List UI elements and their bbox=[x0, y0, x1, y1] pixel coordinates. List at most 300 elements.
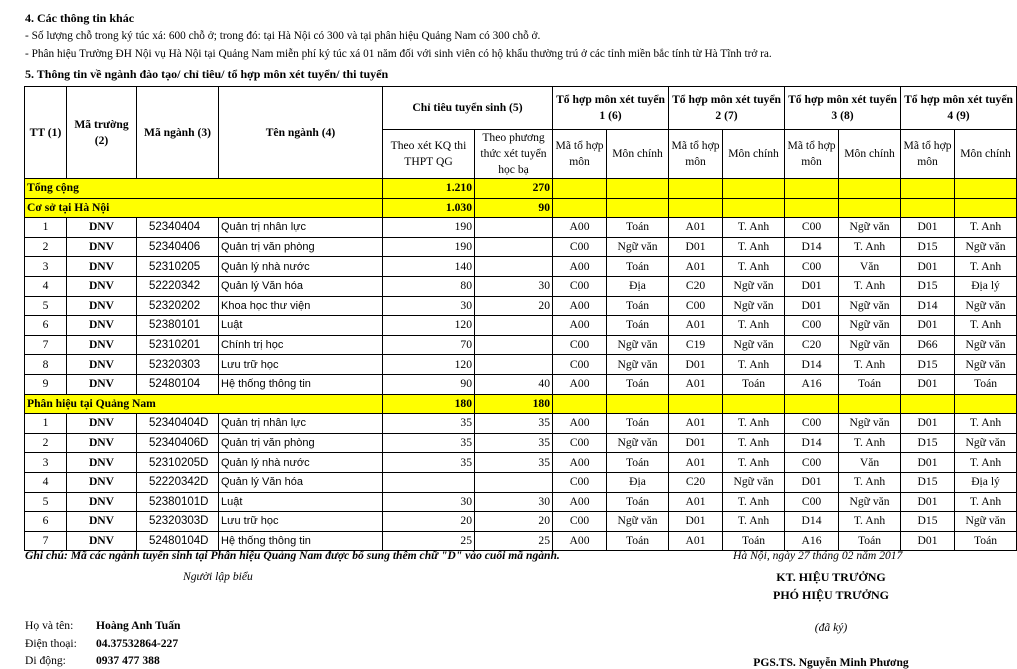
cell-mon-chinh-3: T. Anh bbox=[839, 237, 901, 257]
cell-ma-to-hop-3: C00 bbox=[785, 414, 839, 434]
cell-ma-nganh: 52340404 bbox=[137, 218, 219, 238]
cell-mon-chinh-1: Ngữ văn bbox=[607, 335, 669, 355]
cell-hoc-ba bbox=[475, 355, 553, 375]
cell-ma-to-hop-2: A01 bbox=[669, 531, 723, 551]
cell-ten-nganh: Quản trị nhân lực bbox=[219, 414, 383, 434]
cell-thpt: 30 bbox=[383, 296, 475, 316]
cell-hoc-ba: 35 bbox=[475, 433, 553, 453]
cell-mon-chinh-1: Toán bbox=[607, 492, 669, 512]
cell-mon-chinh-3: Toán bbox=[839, 531, 901, 551]
cell-ma-to-hop-4: D01 bbox=[901, 218, 955, 238]
cell-ma-truong: DNV bbox=[67, 296, 137, 316]
table-row bbox=[25, 414, 1017, 434]
cell-ma-to-hop-2: D01 bbox=[669, 355, 723, 375]
cell-mon-chinh-4: Địa lý bbox=[955, 472, 1017, 492]
table-row bbox=[25, 335, 1017, 355]
group-row bbox=[25, 198, 1017, 218]
table-row bbox=[25, 276, 1017, 296]
table-row bbox=[25, 237, 1017, 257]
group-hoc-ba: 180 bbox=[475, 394, 553, 414]
cell-ma-to-hop-4: D15 bbox=[901, 512, 955, 532]
cell-ma-truong: DNV bbox=[67, 355, 137, 375]
sign-title-1: KT. HIỆU TRƯỞNG bbox=[776, 570, 886, 584]
empty-cell bbox=[723, 198, 785, 218]
cell-hoc-ba: 35 bbox=[475, 453, 553, 473]
cell-mon-chinh-1: Ngữ văn bbox=[607, 433, 669, 453]
cell-ma-nganh: 52340406 bbox=[137, 237, 219, 257]
cell-tt: 8 bbox=[25, 355, 67, 375]
cell-ma-truong: DNV bbox=[67, 374, 137, 394]
cell-ma-truong: DNV bbox=[67, 414, 137, 434]
cell-ma-truong: DNV bbox=[67, 433, 137, 453]
cell-ma-truong: DNV bbox=[67, 276, 137, 296]
cell-mon-chinh-1: Địa bbox=[607, 472, 669, 492]
cell-tt: 7 bbox=[25, 335, 67, 355]
cell-hoc-ba: 40 bbox=[475, 374, 553, 394]
cell-ma-to-hop-4: D01 bbox=[901, 374, 955, 394]
cell-ma-to-hop-3: D14 bbox=[785, 433, 839, 453]
empty-cell bbox=[901, 394, 955, 414]
cell-thpt: 30 bbox=[383, 492, 475, 512]
cell-thpt: 190 bbox=[383, 218, 475, 238]
cell-ma-to-hop-4: D15 bbox=[901, 276, 955, 296]
group-thpt: 1.030 bbox=[383, 198, 475, 218]
cell-ma-to-hop-4: D01 bbox=[901, 316, 955, 336]
header-ma-to-hop: Mã tổ hợp môn bbox=[901, 130, 955, 179]
header-mon-chinh: Môn chính bbox=[723, 130, 785, 179]
cell-ma-truong: DNV bbox=[67, 472, 137, 492]
cell-thpt: 140 bbox=[383, 257, 475, 277]
cell-hoc-ba bbox=[475, 472, 553, 492]
cell-tt: 4 bbox=[25, 276, 67, 296]
cell-mon-chinh-3: Ngữ văn bbox=[839, 296, 901, 316]
section-4-title: 4. Các thông tin khác bbox=[25, 11, 135, 25]
total-label: Tổng cộng bbox=[25, 179, 383, 199]
table-row bbox=[25, 296, 1017, 316]
cell-ma-to-hop-1: A00 bbox=[553, 257, 607, 277]
table-row bbox=[25, 472, 1017, 492]
cell-ma-nganh: 52320303D bbox=[137, 512, 219, 532]
cell-thpt: 35 bbox=[383, 433, 475, 453]
cell-ten-nganh: Chính trị học bbox=[219, 335, 383, 355]
cell-hoc-ba bbox=[475, 335, 553, 355]
cell-mon-chinh-3: Ngữ văn bbox=[839, 335, 901, 355]
cell-ma-to-hop-4: D01 bbox=[901, 531, 955, 551]
cell-hoc-ba bbox=[475, 257, 553, 277]
cell-ten-nganh: Luật bbox=[219, 316, 383, 336]
cell-tt: 4 bbox=[25, 472, 67, 492]
cell-tt: 5 bbox=[25, 296, 67, 316]
header-ma-to-hop: Mã tổ hợp môn bbox=[785, 130, 839, 179]
cell-ma-to-hop-3: D01 bbox=[785, 472, 839, 492]
cell-ten-nganh: Quản lý nhà nước bbox=[219, 257, 383, 277]
cell-mon-chinh-2: T. Anh bbox=[723, 218, 785, 238]
cell-ma-to-hop-1: A00 bbox=[553, 296, 607, 316]
mobile-label: Di động: bbox=[25, 654, 66, 667]
name-value: Hoàng Anh Tuấn bbox=[96, 619, 181, 632]
cell-ten-nganh: Quản lý nhà nước bbox=[219, 453, 383, 473]
footer-note: Ghi chú: Mã các ngành tuyển sinh tại Phân hiệu Quảng Nam được bổ sung thêm chữ "D" vào cuối mã ngành. bbox=[25, 549, 560, 562]
cell-mon-chinh-2: T. Anh bbox=[723, 512, 785, 532]
cell-tt: 9 bbox=[25, 374, 67, 394]
cell-mon-chinh-2: T. Anh bbox=[723, 257, 785, 277]
header-to-hop-1: Tổ hợp môn xét tuyển 1 (6) bbox=[553, 87, 669, 130]
signer-name: PGS.TS. Nguyễn Minh Phương bbox=[753, 656, 909, 669]
cell-ma-to-hop-3: D01 bbox=[785, 276, 839, 296]
empty-cell bbox=[553, 394, 607, 414]
cell-ten-nganh: Lưu trữ học bbox=[219, 355, 383, 375]
cell-mon-chinh-1: Toán bbox=[607, 218, 669, 238]
cell-ma-to-hop-1: A00 bbox=[553, 414, 607, 434]
cell-mon-chinh-1: Toán bbox=[607, 296, 669, 316]
header-chi-tieu: Chỉ tiêu tuyển sinh (5) bbox=[383, 87, 553, 130]
cell-ma-to-hop-1: A00 bbox=[553, 453, 607, 473]
cell-ma-nganh: 52480104D bbox=[137, 531, 219, 551]
cell-mon-chinh-2: T. Anh bbox=[723, 453, 785, 473]
table-row bbox=[25, 453, 1017, 473]
cell-hoc-ba: 35 bbox=[475, 414, 553, 434]
cell-ma-to-hop-3: D14 bbox=[785, 512, 839, 532]
header-ten-nganh: Tên ngành (4) bbox=[219, 87, 383, 179]
cell-mon-chinh-2: Ngữ văn bbox=[723, 472, 785, 492]
cell-mon-chinh-3: T. Anh bbox=[839, 276, 901, 296]
table-row bbox=[25, 218, 1017, 238]
cell-mon-chinh-1: Ngữ văn bbox=[607, 355, 669, 375]
cell-ma-nganh: 52220342 bbox=[137, 276, 219, 296]
cell-thpt: 80 bbox=[383, 276, 475, 296]
group-row bbox=[25, 394, 1017, 414]
empty-cell bbox=[607, 198, 669, 218]
cell-ma-to-hop-3: C00 bbox=[785, 218, 839, 238]
cell-mon-chinh-1: Ngữ văn bbox=[607, 512, 669, 532]
cell-ma-to-hop-4: D15 bbox=[901, 472, 955, 492]
cell-ma-truong: DNV bbox=[67, 237, 137, 257]
cell-mon-chinh-1: Toán bbox=[607, 374, 669, 394]
header-theo-thpt: Theo xét KQ thi THPT QG bbox=[383, 130, 475, 179]
cell-ma-to-hop-3: D14 bbox=[785, 355, 839, 375]
cell-ma-to-hop-3: C00 bbox=[785, 316, 839, 336]
cell-ma-to-hop-4: D15 bbox=[901, 433, 955, 453]
cell-mon-chinh-3: Văn bbox=[839, 257, 901, 277]
cell-ma-to-hop-2: A01 bbox=[669, 218, 723, 238]
cell-ma-truong: DNV bbox=[67, 335, 137, 355]
cell-mon-chinh-3: Ngữ văn bbox=[839, 414, 901, 434]
cell-thpt: 190 bbox=[383, 237, 475, 257]
cell-thpt: 90 bbox=[383, 374, 475, 394]
cell-mon-chinh-3: T. Anh bbox=[839, 512, 901, 532]
cell-ma-to-hop-3: D01 bbox=[785, 296, 839, 316]
cell-hoc-ba: 20 bbox=[475, 296, 553, 316]
cell-ma-to-hop-4: D01 bbox=[901, 257, 955, 277]
cell-mon-chinh-3: Văn bbox=[839, 453, 901, 473]
table-row bbox=[25, 355, 1017, 375]
cell-ma-to-hop-2: D01 bbox=[669, 237, 723, 257]
header-ma-to-hop: Mã tổ hợp môn bbox=[553, 130, 607, 179]
cell-mon-chinh-1: Địa bbox=[607, 276, 669, 296]
cell-mon-chinh-2: T. Anh bbox=[723, 237, 785, 257]
cell-ma-to-hop-3: D14 bbox=[785, 237, 839, 257]
total-thpt: 1.210 bbox=[383, 179, 475, 199]
mobile-value: 0937 477 388 bbox=[96, 654, 160, 667]
cell-ten-nganh: Quản trị nhân lực bbox=[219, 218, 383, 238]
cell-ma-to-hop-3: A16 bbox=[785, 374, 839, 394]
cell-ten-nganh: Quản trị văn phòng bbox=[219, 433, 383, 453]
cell-thpt: 35 bbox=[383, 453, 475, 473]
empty-cell bbox=[785, 394, 839, 414]
header-ma-truong: Mã trường (2) bbox=[67, 87, 137, 179]
sign-title-2: PHÓ HIỆU TRƯỞNG bbox=[772, 588, 889, 602]
cell-ma-to-hop-1: C00 bbox=[553, 472, 607, 492]
cell-ma-nganh: 52310205 bbox=[137, 257, 219, 277]
cell-ma-to-hop-4: D15 bbox=[901, 355, 955, 375]
cell-ma-to-hop-4: D15 bbox=[901, 237, 955, 257]
cell-ma-to-hop-2: A01 bbox=[669, 492, 723, 512]
cell-thpt: 120 bbox=[383, 355, 475, 375]
cell-mon-chinh-2: Ngữ văn bbox=[723, 335, 785, 355]
cell-ma-to-hop-2: C20 bbox=[669, 472, 723, 492]
cell-ma-to-hop-4: D66 bbox=[901, 335, 955, 355]
cell-mon-chinh-1: Toán bbox=[607, 453, 669, 473]
cell-ma-nganh: 52380101D bbox=[137, 492, 219, 512]
cell-ma-to-hop-4: D01 bbox=[901, 453, 955, 473]
cell-mon-chinh-4: Ngữ văn bbox=[955, 433, 1017, 453]
cell-ma-to-hop-2: A01 bbox=[669, 257, 723, 277]
cell-ma-to-hop-2: D01 bbox=[669, 512, 723, 532]
cell-mon-chinh-2: T. Anh bbox=[723, 355, 785, 375]
cell-tt: 5 bbox=[25, 492, 67, 512]
cell-mon-chinh-4: T. Anh bbox=[955, 218, 1017, 238]
cell-ma-to-hop-4: D14 bbox=[901, 296, 955, 316]
cell-ten-nganh: Quản lý Văn hóa bbox=[219, 276, 383, 296]
cell-ma-to-hop-1: A00 bbox=[553, 531, 607, 551]
cell-mon-chinh-4: Ngữ văn bbox=[955, 512, 1017, 532]
cell-hoc-ba: 20 bbox=[475, 512, 553, 532]
header-mon-chinh: Môn chính bbox=[839, 130, 901, 179]
cell-mon-chinh-2: T. Anh bbox=[723, 414, 785, 434]
cell-ten-nganh: Quản trị văn phòng bbox=[219, 237, 383, 257]
cell-tt: 1 bbox=[25, 218, 67, 238]
cell-thpt: 120 bbox=[383, 316, 475, 336]
table-row bbox=[25, 433, 1017, 453]
cell-hoc-ba bbox=[475, 218, 553, 238]
cell-tt: 2 bbox=[25, 433, 67, 453]
cell-ma-truong: DNV bbox=[67, 512, 137, 532]
header-theo-hoc-ba: Theo phương thức xét tuyển học bạ bbox=[475, 130, 553, 179]
cell-tt: 6 bbox=[25, 316, 67, 336]
preparer-title: Người lập biểu bbox=[183, 570, 253, 583]
cell-mon-chinh-2: Ngữ văn bbox=[723, 276, 785, 296]
cell-thpt: 20 bbox=[383, 512, 475, 532]
header-to-hop-3: Tổ hợp môn xét tuyển 3 (8) bbox=[785, 87, 901, 130]
section-4-line-2: - Phân hiệu Trường ĐH Nội vụ Hà Nội tại Quảng Nam miễn phí ký túc xá 01 năm đối với sinh viên có hộ khẩu thường trú ở các tỉnh miền bắc tính từ Hà Tĩnh trở ra. bbox=[25, 48, 772, 60]
cell-ma-truong: DNV bbox=[67, 531, 137, 551]
cell-ten-nganh: Quản lý Văn hóa bbox=[219, 472, 383, 492]
cell-mon-chinh-4: Địa lý bbox=[955, 276, 1017, 296]
cell-hoc-ba bbox=[475, 316, 553, 336]
cell-tt: 3 bbox=[25, 257, 67, 277]
cell-ma-to-hop-1: C00 bbox=[553, 335, 607, 355]
empty-cell bbox=[839, 198, 901, 218]
cell-ma-truong: DNV bbox=[67, 218, 137, 238]
header-mon-chinh: Môn chính bbox=[607, 130, 669, 179]
cell-hoc-ba: 30 bbox=[475, 492, 553, 512]
cell-thpt: 35 bbox=[383, 414, 475, 434]
cell-ma-to-hop-2: A01 bbox=[669, 414, 723, 434]
empty-cell bbox=[723, 394, 785, 414]
cell-ma-to-hop-1: C00 bbox=[553, 355, 607, 375]
header-tt: TT (1) bbox=[25, 87, 67, 179]
header-to-hop-4: Tổ hợp môn xét tuyển 4 (9) bbox=[901, 87, 1017, 130]
cell-thpt: 25 bbox=[383, 531, 475, 551]
cell-mon-chinh-4: Ngữ văn bbox=[955, 296, 1017, 316]
cell-ma-to-hop-2: C20 bbox=[669, 276, 723, 296]
cell-mon-chinh-2: Ngữ văn bbox=[723, 296, 785, 316]
cell-ma-to-hop-2: A01 bbox=[669, 374, 723, 394]
admissions-table bbox=[24, 86, 1017, 551]
cell-mon-chinh-4: Toán bbox=[955, 374, 1017, 394]
cell-tt: 2 bbox=[25, 237, 67, 257]
cell-mon-chinh-3: T. Anh bbox=[839, 433, 901, 453]
empty-cell bbox=[955, 198, 1017, 218]
cell-ma-to-hop-2: A01 bbox=[669, 316, 723, 336]
cell-thpt: 70 bbox=[383, 335, 475, 355]
cell-mon-chinh-4: T. Anh bbox=[955, 414, 1017, 434]
cell-ma-to-hop-2: A01 bbox=[669, 453, 723, 473]
total-row bbox=[25, 179, 1017, 199]
cell-mon-chinh-4: T. Anh bbox=[955, 257, 1017, 277]
table-row bbox=[25, 531, 1017, 551]
cell-mon-chinh-4: Ngữ văn bbox=[955, 237, 1017, 257]
empty-cell bbox=[669, 394, 723, 414]
cell-ma-to-hop-3: C20 bbox=[785, 335, 839, 355]
cell-ma-to-hop-1: C00 bbox=[553, 276, 607, 296]
cell-ma-to-hop-3: C00 bbox=[785, 453, 839, 473]
table-row bbox=[25, 316, 1017, 336]
cell-ma-nganh: 52320202 bbox=[137, 296, 219, 316]
table-row bbox=[25, 512, 1017, 532]
cell-ma-to-hop-2: C19 bbox=[669, 335, 723, 355]
signed-note: (đã ký) bbox=[814, 621, 848, 634]
cell-mon-chinh-1: Ngữ văn bbox=[607, 237, 669, 257]
cell-mon-chinh-1: Toán bbox=[607, 531, 669, 551]
empty-cell bbox=[785, 198, 839, 218]
cell-mon-chinh-3: T. Anh bbox=[839, 472, 901, 492]
footer-date: Hà Nội, ngày 27 tháng 02 năm 2017 bbox=[733, 549, 903, 562]
cell-ten-nganh: Hệ thống thông tin bbox=[219, 374, 383, 394]
cell-ma-nganh: 52340406D bbox=[137, 433, 219, 453]
cell-ma-nganh: 52340404D bbox=[137, 414, 219, 434]
cell-ma-to-hop-1: C00 bbox=[553, 237, 607, 257]
empty-cell bbox=[669, 198, 723, 218]
cell-mon-chinh-2: Toán bbox=[723, 531, 785, 551]
cell-ten-nganh: Hệ thống thông tin bbox=[219, 531, 383, 551]
cell-mon-chinh-1: Toán bbox=[607, 316, 669, 336]
total-hoc-ba: 270 bbox=[475, 179, 553, 199]
cell-ten-nganh: Luật bbox=[219, 492, 383, 512]
empty-cell bbox=[955, 394, 1017, 414]
name-label: Họ và tên: bbox=[25, 619, 74, 632]
cell-mon-chinh-3: Ngữ văn bbox=[839, 218, 901, 238]
cell-hoc-ba: 30 bbox=[475, 276, 553, 296]
cell-ma-to-hop-1: A00 bbox=[553, 492, 607, 512]
cell-ma-truong: DNV bbox=[67, 257, 137, 277]
header-mon-chinh: Môn chính bbox=[955, 130, 1017, 179]
cell-mon-chinh-4: T. Anh bbox=[955, 316, 1017, 336]
table-body bbox=[25, 179, 1017, 551]
cell-mon-chinh-2: Toán bbox=[723, 374, 785, 394]
cell-mon-chinh-2: T. Anh bbox=[723, 433, 785, 453]
cell-mon-chinh-2: T. Anh bbox=[723, 492, 785, 512]
cell-ma-nganh: 52380101 bbox=[137, 316, 219, 336]
phone-label: Điện thoại: bbox=[25, 637, 77, 650]
table-row bbox=[25, 257, 1017, 277]
cell-tt: 1 bbox=[25, 414, 67, 434]
group-hoc-ba: 90 bbox=[475, 198, 553, 218]
group-label: Phân hiệu tại Quảng Nam bbox=[25, 394, 383, 414]
cell-mon-chinh-3: T. Anh bbox=[839, 355, 901, 375]
cell-mon-chinh-1: Toán bbox=[607, 414, 669, 434]
cell-tt: 6 bbox=[25, 512, 67, 532]
cell-mon-chinh-4: T. Anh bbox=[955, 492, 1017, 512]
cell-ma-to-hop-3: A16 bbox=[785, 531, 839, 551]
cell-ma-to-hop-4: D01 bbox=[901, 414, 955, 434]
cell-ma-to-hop-2: C00 bbox=[669, 296, 723, 316]
cell-ma-nganh: 52480104 bbox=[137, 374, 219, 394]
cell-mon-chinh-4: T. Anh bbox=[955, 453, 1017, 473]
cell-ma-to-hop-1: C00 bbox=[553, 433, 607, 453]
header-ma-nganh: Mã ngành (3) bbox=[137, 87, 219, 179]
cell-ma-to-hop-1: A00 bbox=[553, 218, 607, 238]
header-to-hop-2: Tổ hợp môn xét tuyển 2 (7) bbox=[669, 87, 785, 130]
empty-cell bbox=[553, 198, 607, 218]
cell-ma-to-hop-4: D01 bbox=[901, 492, 955, 512]
empty-cell bbox=[607, 394, 669, 414]
cell-ma-to-hop-3: C00 bbox=[785, 492, 839, 512]
section-4-line-1: - Số lượng chỗ trong ký túc xá: 600 chỗ ở; trong đó: tại Hà Nội có 300 và tại phân hiệu Quảng Nam có 300 chỗ ở. bbox=[25, 30, 541, 42]
empty-cell bbox=[839, 394, 901, 414]
cell-ma-nganh: 52310205D bbox=[137, 453, 219, 473]
empty-cell bbox=[901, 198, 955, 218]
cell-ma-to-hop-1: A00 bbox=[553, 374, 607, 394]
cell-thpt bbox=[383, 472, 475, 492]
cell-ten-nganh: Lưu trữ học bbox=[219, 512, 383, 532]
cell-ma-to-hop-2: D01 bbox=[669, 433, 723, 453]
group-thpt: 180 bbox=[383, 394, 475, 414]
cell-tt: 7 bbox=[25, 531, 67, 551]
table-row bbox=[25, 374, 1017, 394]
cell-ma-nganh: 52310201 bbox=[137, 335, 219, 355]
cell-mon-chinh-2: T. Anh bbox=[723, 316, 785, 336]
cell-hoc-ba bbox=[475, 237, 553, 257]
cell-mon-chinh-4: Ngữ văn bbox=[955, 335, 1017, 355]
cell-ma-truong: DNV bbox=[67, 453, 137, 473]
cell-ten-nganh: Khoa học thư viện bbox=[219, 296, 383, 316]
cell-mon-chinh-3: Toán bbox=[839, 374, 901, 394]
cell-ma-truong: DNV bbox=[67, 492, 137, 512]
cell-ma-nganh: 52320303 bbox=[137, 355, 219, 375]
cell-ma-to-hop-1: C00 bbox=[553, 512, 607, 532]
cell-hoc-ba: 25 bbox=[475, 531, 553, 551]
cell-ma-to-hop-1: A00 bbox=[553, 316, 607, 336]
header-ma-to-hop: Mã tổ hợp môn bbox=[669, 130, 723, 179]
cell-ma-truong: DNV bbox=[67, 316, 137, 336]
cell-ma-to-hop-3: C00 bbox=[785, 257, 839, 277]
section-5-title: 5. Thông tin về ngành đào tạo/ chỉ tiêu/ tổ hợp môn xét tuyển/ thi tuyển bbox=[25, 67, 389, 81]
cell-mon-chinh-4: Ngữ văn bbox=[955, 355, 1017, 375]
phone-value: 04.37532864-227 bbox=[96, 637, 179, 650]
group-label: Cơ sở tại Hà Nội bbox=[25, 198, 383, 218]
cell-mon-chinh-3: Ngữ văn bbox=[839, 492, 901, 512]
